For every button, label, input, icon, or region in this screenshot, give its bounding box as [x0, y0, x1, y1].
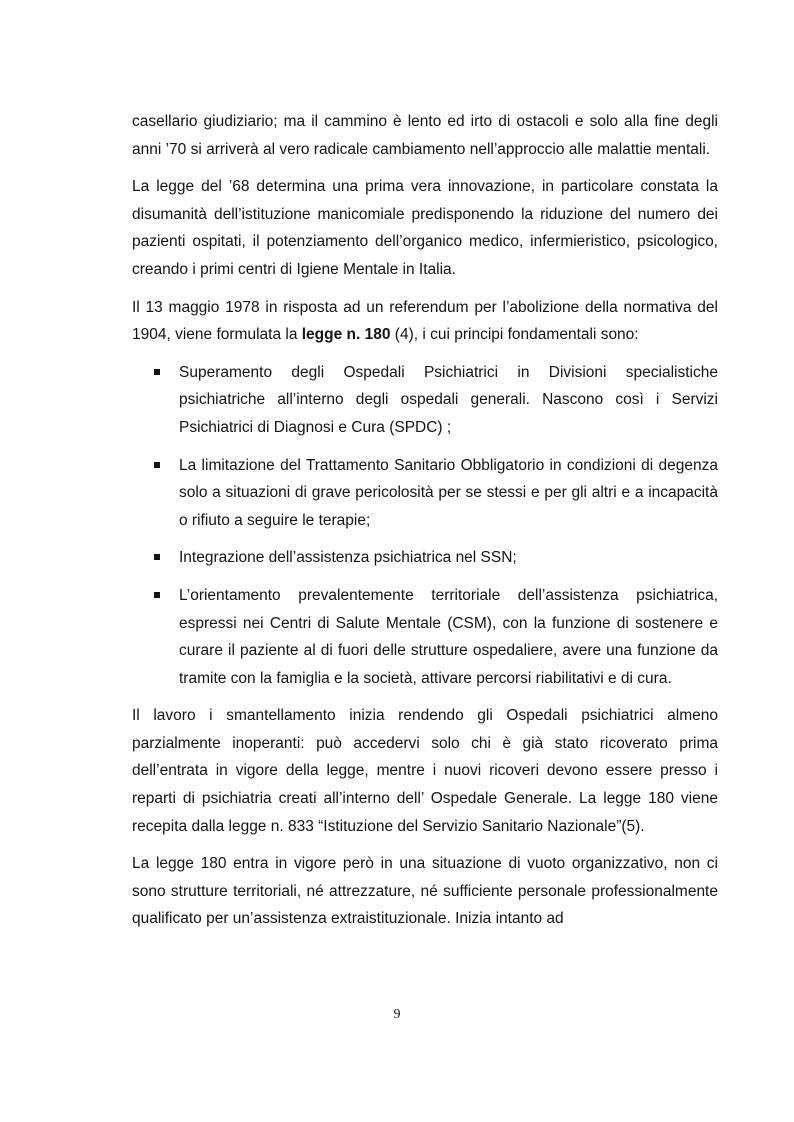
legge-180-bold: legge n. 180 — [301, 326, 391, 344]
square-bullet-icon — [154, 369, 160, 375]
list-item — [132, 452, 718, 535]
paragraph-legge-180-intro — [132, 294, 718, 349]
paragraph-vuoto-organizzativo: La legge 180 entra in vigore però in una situazione di vuoto organizzativo, non ci sono strutture territoriali, né attrezzature, né sufficiente personale professionalmente qualificato per un’assistenza extraistituzionale. Inizia intanto ad — [132, 855, 718, 928]
list-item-text: Superamento degli Ospedali Psichiatrici in Divisioni specialistiche psichiatriche all’interno degli ospedali generali. Nascono così i Servizi Psichiatrici di Diagnosi e Cura (SPDC) ; — [179, 363, 718, 436]
paragraph-casellario: casellario giudiziario; ma il cammino è lento ed irto di ostacoli e solo alla fine degli anni ’70 si arriverà al vero radicale cambiamento nell’approccio alle malattie mentali. — [132, 113, 718, 158]
document-page — [132, 108, 718, 943]
intro-text-end: (4), i cui principi fondamentali sono: — [390, 326, 639, 344]
paragraph-legge-68: La legge del ’68 determina una prima vera innovazione, in particolare constata la disumanità dell’istituzione manicomiale predisponendo la riduzione del numero dei pazienti ospitati, il potenziamento dell’organico medico, infermieristico, psicologico, creando i primi centri di Igiene Mentale in Italia. — [132, 178, 718, 278]
list-item-text: Integrazione dell’assistenza psichiatrica nel SSN; — [179, 549, 517, 567]
page-number: 9 — [393, 1007, 401, 1022]
list-item-text: La limitazione del Trattamento Sanitario Obbligatorio in condizioni di degenza solo a situazioni di grave pericolosità per se stessi e per gli altri e a incapacità o rifiuto a seguire le terapie; — [179, 456, 718, 529]
intro-text: Il 13 maggio 1978 in risposta ad un referendum per l’abolizione della normativa del 1904, viene formulata la — [132, 298, 718, 344]
square-bullet-icon — [154, 462, 160, 468]
square-bullet-icon — [154, 592, 160, 598]
paragraph-smantellamento: Il lavoro i smantellamento inizia rendendo gli Ospedali psichiatrici almeno parzialmente inoperanti: può accedervi solo chi è già stato ricoverato prima dell’entrata in vigore della legge, mentre i nuovi ricoveri devono essere presso i reparti di psichiatria creati all’interno dell’ Ospedale Generale. La legge 180 viene recepita dalla legge n. 833 “Istituzione del Servizio Sanitario Nazionale”(5). — [132, 707, 718, 835]
list-item — [132, 359, 718, 442]
principles-list — [132, 359, 718, 693]
list-item-text: L’orientamento prevalentemente territoriale dell’assistenza psichiatrica, espressi nei Centri di Salute Mentale (CSM), con la funzione di sostenere e curare il paziente al di fuori delle strutture ospedaliere, avere una funzione da tramite con la famiglia e la società, attivare percorsi riabilitativi e di cura. — [179, 586, 718, 687]
list-item — [132, 544, 718, 572]
square-bullet-icon — [154, 554, 160, 560]
list-item — [132, 582, 718, 692]
